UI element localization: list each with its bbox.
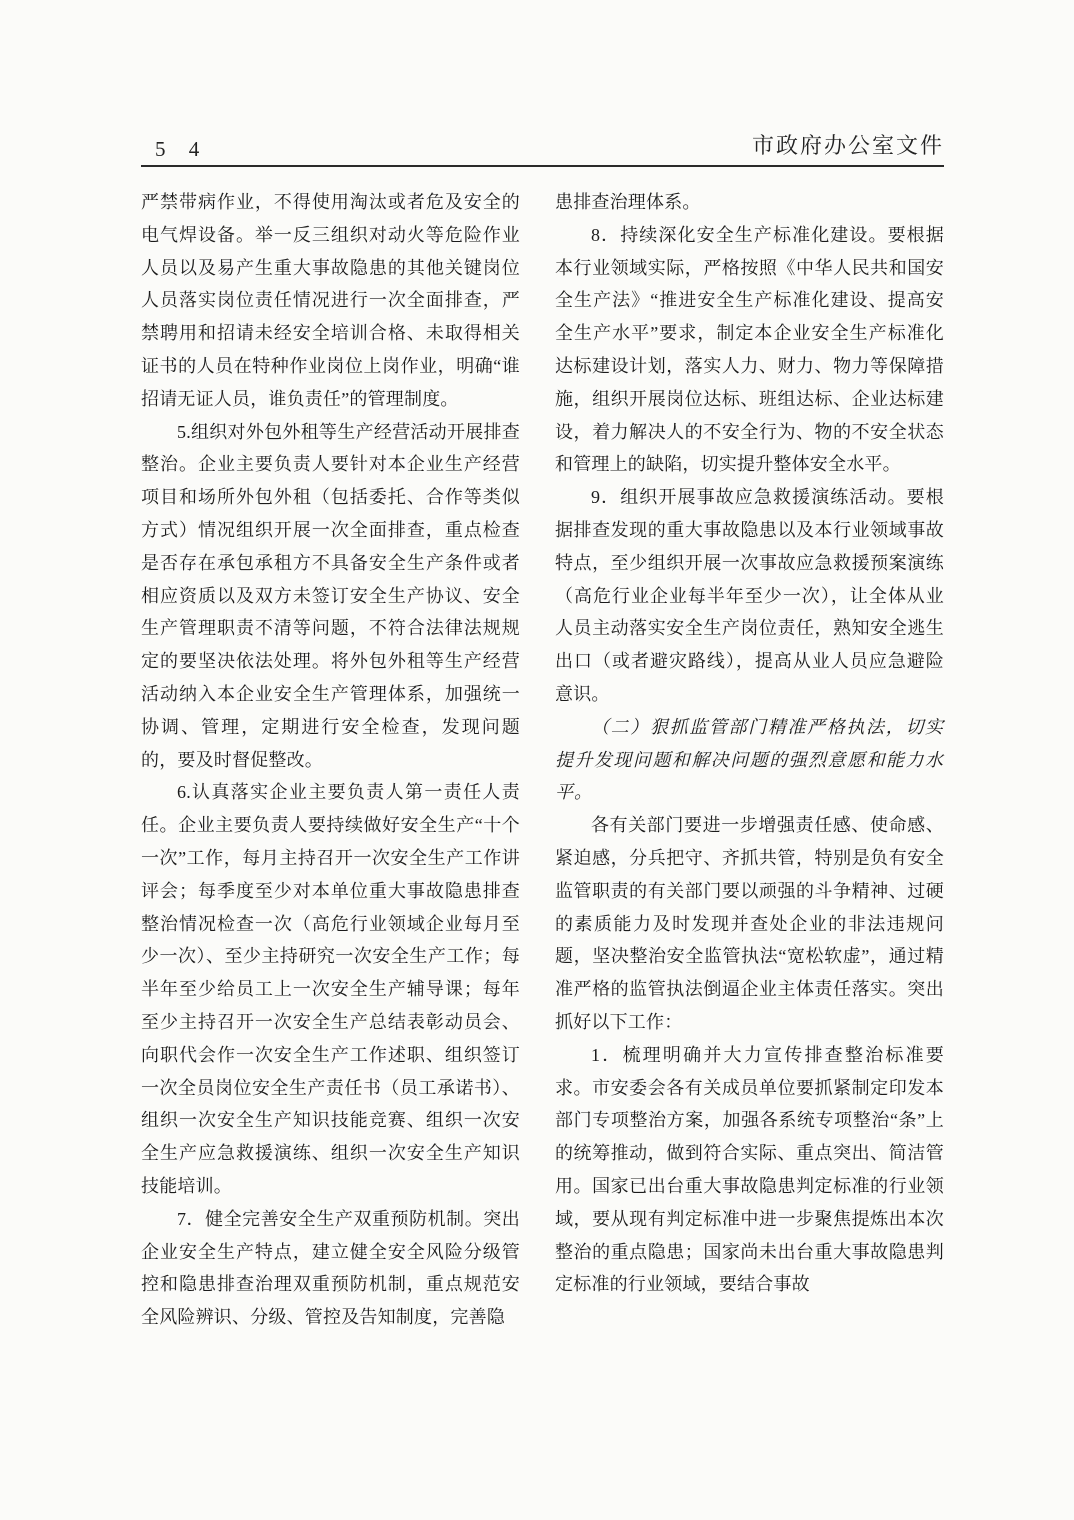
paragraph: 1．梳理明确并大力宣传排查整治标准要求。市安委会各有关成员单位要抓紧制定印发本部门专项整治方案，加强各系统专项整治“条”上的统筹推动，做到符合实际、重点突出、简洁管用。国家已出台重大事故隐患判定标准的行业领域，要从现有判定标准中进一步聚焦提炼出本次整治的重点隐患；国家尚未出台重大事故隐患判定标准的行业领域，要结合事故 <box>555 1044 944 1295</box>
page-number: 5 4 <box>155 137 209 161</box>
header-doc-label: 市政府办公室文件 <box>751 133 944 158</box>
paragraph: （二）狠抓监管部门精准严格执法，切实提升发现问题和解决问题的强烈意愿和能力水平。 <box>555 716 944 803</box>
header-rule <box>141 165 944 167</box>
paragraph: 严禁带病作业，不得使用淘汰或者危及安全的电气焊设备。举一反三组织对动火等危险作业人员以及易产生重大事故隐患的其他关键岗位人员落实岗位责任情况进行一次全面排查，严禁聘用和招请未经安全培训合格、未取得相关证书的人员在特种作业岗位上岗作业，明确“谁招请无证人员，谁负责任”的管理制度。 <box>141 192 520 409</box>
paragraph: 各有关部门要进一步增强责任感、使命感、紧迫感，分兵把守、齐抓共管，特别是负有安全监管职责的有关部门要以顽强的斗争精神、过硬的素质能力及时发现并查处企业的非法违规问题，坚决整治安全监管执法“宽松软虚”，通过精准严格的监管执法倒逼企业主体责任落实。突出抓好以下工作： <box>555 815 944 1032</box>
paragraph: 8．持续深化安全生产标准化建设。要根据本行业领域实际，严格按照《中华人民共和国安全生产法》“推进安全生产标准化建设、提高安全生产水平”要求，制定本企业安全生产标准化达标建设计划，落实人力、财力、物力等保障措施，组织开展岗位达标、班组达标、企业达标建设，着力解决人的不安全行为、物的不安全状态和管理上的缺陷，切实提升整体安全水平。 <box>555 224 944 475</box>
paragraph: 9．组织开展事故应急救援演练活动。要根据排查发现的重大事故隐患以及本行业领域事故特点，至少组织开展一次事故应急救援预案演练（高危行业企业每半年至少一次），让全体从业人员主动落实安全生产岗位责任，熟知安全逃生出口（或者避灾路线），提高从业人员应急避险意识。 <box>555 487 944 704</box>
document-body <box>141 186 944 1334</box>
right-column <box>555 186 944 1334</box>
paragraph: 患排查治理体系。 <box>555 192 701 212</box>
left-column <box>141 186 520 1334</box>
paragraph: 5.组织对外包外租等生产经营活动开展排查整治。企业主要负责人要针对本企业生产经营项目和场所外包外租（包括委托、合作等类似方式）情况组织开展一次全面排查，重点检查是否存在承包承租方不具备安全生产条件或者相应资质以及双方未签订安全生产协议、安全生产管理职责不清等问题，不符合法律法规规定的要坚决依法处理。将外包外租等生产经营活动纳入本企业安全生产管理体系，加强统一协调、管理，定期进行安全检查，发现问题的，要及时督促整改。 <box>141 421 520 770</box>
paragraph: 6.认真落实企业主要负责人第一责任人责任。企业主要负责人要持续做好安全生产“十个一次”工作，每月主持召开一次安全生产工作讲评会；每季度至少对本单位重大事故隐患排查整治情况检查一次（高危行业领域企业每月至少一次）、至少主持研究一次安全生产工作；每半年至少给员工上一次安全生产辅导课；每年至少主持召开一次安全生产总结表彰动员会、向职代会作一次安全生产工作述职、组织签订一次全员岗位安全生产责任书（员工承诺书）、组织一次安全生产知识技能竞赛、组织一次安全生产应急救援演练、组织一次安全生产知识技能培训。 <box>141 782 520 1196</box>
paragraph: 7．健全完善安全生产双重预防机制。突出企业安全生产特点，建立健全安全风险分级管控和隐患排查治理双重预防机制，重点规范安全风险辨识、分级、管控及告知制度，完善隐 <box>141 1208 520 1328</box>
page-header <box>141 130 944 164</box>
